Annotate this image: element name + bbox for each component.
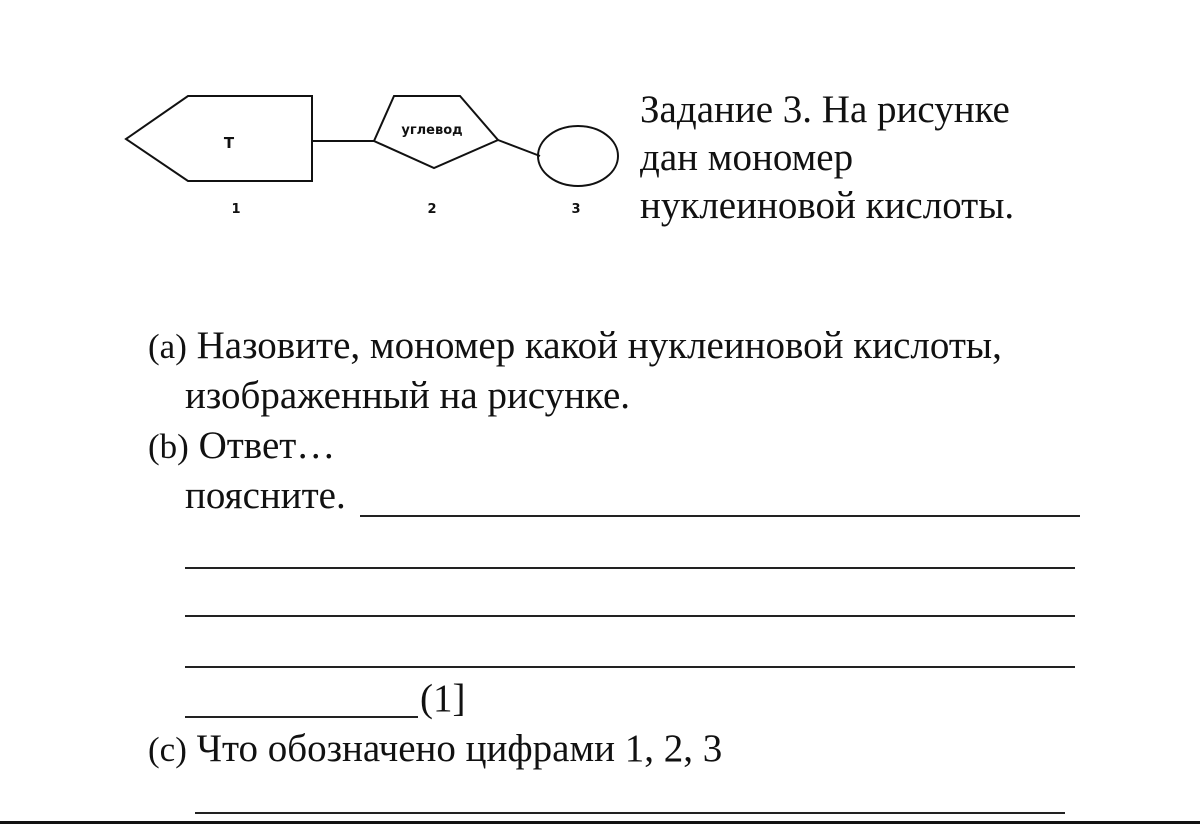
number-3: 3 <box>571 202 581 217</box>
question-b-line-1 <box>148 423 335 470</box>
nitrogenous-base-shape <box>126 96 312 181</box>
answer-line-2[interactable] <box>185 567 1075 569</box>
task-line-3: нуклеиновой кислоты. <box>640 184 1015 227</box>
answer-line-c[interactable] <box>195 812 1065 814</box>
question-a-line-1 <box>148 323 1002 370</box>
question-c-text: Что обозначено цифрами 1, 2, 3 <box>196 727 723 770</box>
task-line-1: Задание 3. На рисунке <box>640 88 1010 131</box>
answer-line-5[interactable] <box>185 716 418 718</box>
base-label: Т <box>223 134 235 152</box>
question-b-answer: Ответ… <box>198 424 336 467</box>
task-description <box>640 86 1120 230</box>
question-a-marker: (a) <box>148 327 187 366</box>
page-bottom-border <box>0 821 1200 824</box>
answer-line-1[interactable] <box>360 515 1080 517</box>
sugar-phosphate-bond <box>498 140 540 156</box>
question-a-text: Назовите, мономер какой нуклеиновой кислоты, <box>196 324 1002 367</box>
question-c-line <box>148 726 722 773</box>
question-b-explain-label: поясните. <box>185 474 346 517</box>
task-line-2: дан мономер <box>640 136 854 179</box>
phosphate-circle <box>538 126 618 186</box>
question-b-marker: (b) <box>148 427 189 466</box>
answer-line-4[interactable] <box>185 666 1075 668</box>
nucleotide-diagram <box>118 86 630 228</box>
answer-line-3[interactable] <box>185 615 1075 617</box>
number-2: 2 <box>427 202 437 217</box>
sugar-label: углевод <box>401 123 463 138</box>
question-a-line-2: изображенный на рисунке. <box>185 374 631 417</box>
question-b-marks: (1] <box>420 677 466 720</box>
number-1: 1 <box>231 202 241 217</box>
question-c-marker: (c) <box>148 730 187 769</box>
